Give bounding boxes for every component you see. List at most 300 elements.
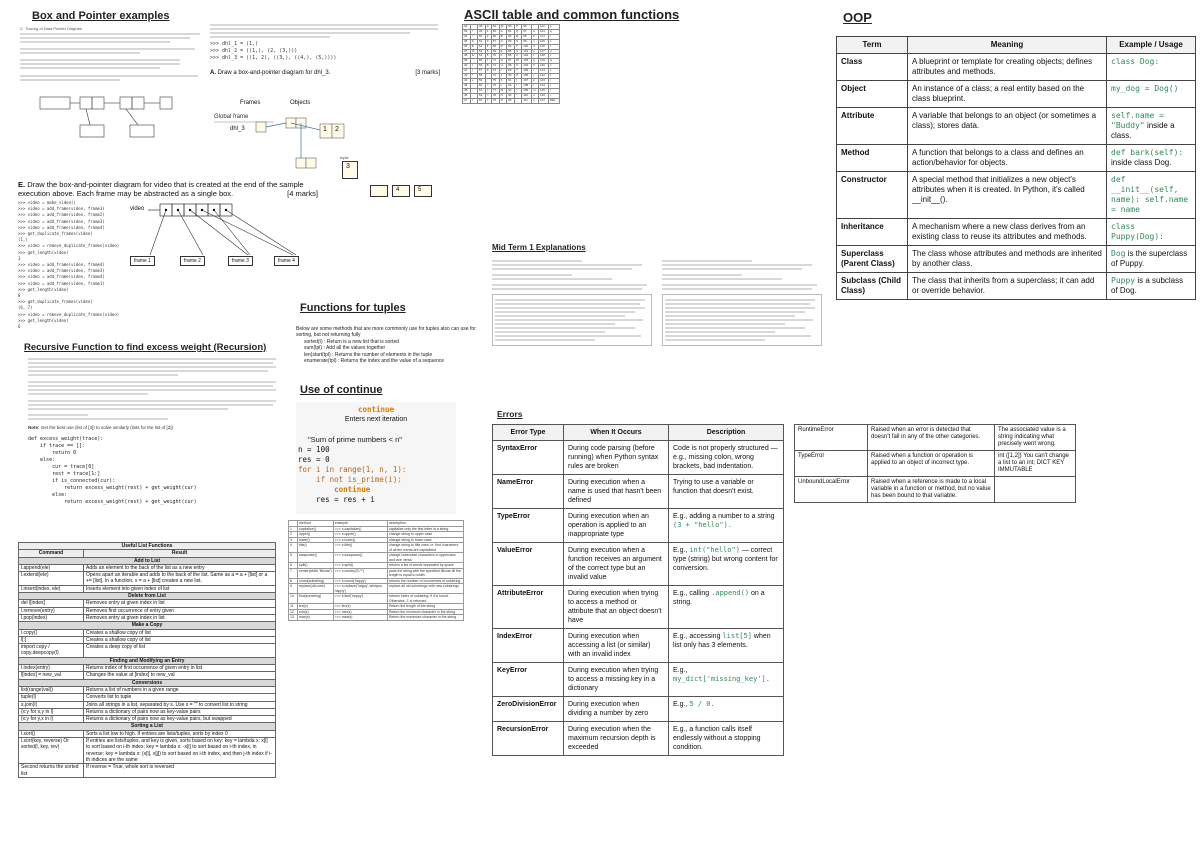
- error-name: SyntaxError: [493, 441, 564, 475]
- ascii-cell: 69: [491, 49, 499, 54]
- code-line: res = res + i: [298, 495, 375, 504]
- ascii-cell: 58: [477, 74, 485, 79]
- oop-example-code: self.name = "Buddy": [1111, 111, 1164, 130]
- ascii-cell: 57: [477, 69, 485, 74]
- code-line: >>> video = add_frame(video, frame3): [18, 218, 105, 224]
- error-row: [493, 509, 784, 543]
- dhl-question: [210, 22, 440, 76]
- string-method-cell: change string to lower case: [387, 537, 463, 543]
- list-result: Converts list to tuple: [84, 694, 276, 701]
- code-line: >>> video = add_frame(video, frame1): [18, 206, 105, 212]
- ascii-cell: 90: [507, 74, 515, 79]
- ascii-cell: 7: [485, 59, 491, 64]
- string-method-cell: returns index of substring, if it is found. Otherwise -1 is returned: [387, 594, 463, 604]
- ascii-cell: ': [470, 59, 477, 64]
- tuple-item: len(start(tpl) : Returns the number of elements in the tuple: [304, 351, 433, 358]
- ascii-cell: <: [485, 83, 491, 88]
- tuple-box-4: 4: [392, 185, 410, 197]
- ascii-cell: /: [470, 98, 477, 103]
- ascii-cell: 51: [477, 39, 485, 44]
- list-result: If reverse = True, whole sort is reversed: [84, 764, 276, 778]
- error-desc-after: — correct type (string) but wrong content for conversion.: [673, 547, 778, 572]
- string-method-cell: change string to title case i.e. first characters of all the words are capitalized: [387, 543, 463, 553]
- string-method-cell: change string to upper case: [387, 532, 463, 538]
- ascii-cell: x: [548, 64, 559, 69]
- string-method-cell: upper(): [298, 532, 334, 538]
- ascii-cell: h: [532, 64, 539, 69]
- ascii-cell: G: [499, 59, 507, 64]
- ascii-cell: 50: [477, 34, 485, 39]
- error-extra-name: UnboundLocalError: [795, 477, 868, 503]
- oop-row: [837, 219, 1196, 246]
- list-row: [19, 672, 276, 679]
- list-row: [19, 585, 276, 592]
- list-command: l.insert(index, ele): [19, 585, 84, 592]
- list-row: [19, 572, 276, 586]
- string-method-cell: swapcase(): [298, 553, 334, 563]
- ascii-cell: l: [532, 83, 539, 88]
- code-line: >>> video = add_frame(video, frame3): [18, 268, 105, 274]
- ascii-cell: 125: [538, 88, 548, 93]
- oop-example: [1107, 219, 1196, 246]
- q-e-marks: [4 marks]: [287, 189, 318, 198]
- ascii-cell: U: [514, 49, 521, 54]
- error-desc: [669, 475, 784, 509]
- ascii-cell: B: [499, 34, 507, 39]
- ascii-cell: 112: [538, 25, 548, 30]
- ascii-cell: $: [470, 44, 477, 49]
- ascii-cell: 8: [485, 64, 491, 69]
- ascii-row: [463, 98, 560, 103]
- list-result: Opens apart an iterable and adds to the back of the list. Same as a = a + [list] or a += [list]. In a function, x = a + [list] creates a new list.: [84, 572, 276, 586]
- code-line: return 0: [28, 450, 77, 456]
- ascii-cell: 81: [507, 29, 515, 34]
- list-result: If entries are lists/tuples, and key is given, sorts based on key: key = lambda x: x[i] to sort based on i-th index; key = lambda x: -x[i] to sort based on i-th index, in reverse; key = lambda x: (x[i], x[j]) to sort based on i-th index, and then j-th index if i-th indices are the same: [84, 738, 276, 764]
- objects-label: Objects: [290, 100, 311, 106]
- errors-extra-wrap: [794, 424, 1076, 503]
- ascii-cell: 89: [507, 69, 515, 74]
- code-line: n = 100: [298, 445, 330, 454]
- string-method-cell: >>> s.capitalize(): [333, 526, 387, 532]
- string-method-cell: replace(old,new): [298, 584, 334, 594]
- recursive-code: [28, 436, 278, 506]
- error-when: During execution when accessing a list (or similar) with an invalid index: [564, 629, 669, 663]
- code-line: >>> video = add_frame(video, frame2): [18, 212, 105, 218]
- error-when: During execution when trying to access a method or attribute that an object doesn't have: [564, 586, 669, 629]
- ascii-cell: 91: [507, 78, 515, 83]
- ascii-cell: 75: [491, 78, 499, 83]
- string-method-cell: returns the number of occurences of substring: [387, 578, 463, 584]
- q-a-marks: [3 marks]: [415, 70, 440, 76]
- ascii-cell: 34: [463, 34, 471, 39]
- ascii-cell: ): [470, 69, 477, 74]
- oop-example: [1107, 108, 1196, 145]
- oop-example-code: class Puppy(Dog):: [1111, 222, 1164, 241]
- string-method-cell: >>> s.count('happy'): [333, 578, 387, 584]
- list-command: tuple(l): [19, 694, 84, 701]
- ascii-cell: b: [532, 34, 539, 39]
- error-desc-code: 5 / 0.: [689, 700, 715, 708]
- error-desc-after: on a string.: [673, 590, 765, 606]
- ascii-cell: 3: [485, 39, 491, 44]
- error-name: NameError: [493, 475, 564, 509]
- list-command: l.index(entry): [19, 665, 84, 672]
- ascii-cell: D: [499, 44, 507, 49]
- list-row: [19, 694, 276, 701]
- ascii-cell: 111: [522, 98, 532, 103]
- ascii-cell: X: [514, 64, 521, 69]
- string-method-cell: >>> s.replace('happy','wishyou happy'): [333, 584, 387, 594]
- ascii-cell: _: [514, 98, 521, 103]
- list-row: [19, 607, 276, 614]
- section-title-recursive: Recursive Function to find excess weight (Recursion): [24, 342, 267, 353]
- ascii-cell: 119: [538, 59, 548, 64]
- tuple-item: sum(tpl) : Add all the values together: [304, 345, 386, 352]
- list-result: Returns a dictionary of pairs now as key-value pairs: [84, 708, 276, 715]
- ascii-cell: z: [548, 74, 559, 79]
- ascii-cell: &: [470, 54, 477, 59]
- code-line: >>> get_length(video): [18, 286, 69, 292]
- ascii-cell: f: [532, 54, 539, 59]
- oop-example-code: def __init__(self, name): self.name = name: [1111, 175, 1189, 214]
- ascii-cell: s: [548, 39, 559, 44]
- error-desc-text: E.g., accessing: [673, 633, 723, 640]
- ascii-cell: 86: [507, 54, 515, 59]
- list-section-title: Make a Copy: [19, 622, 276, 629]
- list-section-row: [19, 593, 276, 600]
- code-line: else:: [28, 492, 68, 498]
- list-command: l.remove(entry): [19, 607, 84, 614]
- ascii-cell: k: [532, 78, 539, 83]
- oop-term: Subclass (Child Class): [837, 273, 908, 300]
- section-title-use-continue: Use of continue: [300, 384, 383, 396]
- string-method-cell: find(substring): [298, 594, 334, 604]
- ascii-cell: 102: [522, 54, 532, 59]
- string-method-cell: Return the maximum character in the string: [387, 615, 463, 621]
- ascii-cell: 78: [491, 93, 499, 98]
- ascii-cell: #: [470, 39, 477, 44]
- error-desc-text: E.g., calling: [673, 590, 712, 597]
- ascii-cell: m: [532, 88, 539, 93]
- string-method-cell: title(): [298, 543, 334, 553]
- error-when: During execution when a name is used that hasn't been defined: [564, 475, 669, 509]
- list-command: s.join(l): [19, 701, 84, 708]
- error-desc-after: when list only has 3 elements.: [673, 633, 771, 649]
- code-line: else:: [28, 457, 56, 463]
- ascii-cell: ;: [485, 78, 491, 83]
- ascii-cell: u: [548, 49, 559, 54]
- ascii-cell: 74: [491, 74, 499, 79]
- ascii-cell: 54: [477, 54, 485, 59]
- string-method-cell: split(): [298, 563, 334, 569]
- code-line: (6, 7): [18, 305, 33, 311]
- list-command: l.sort(key, reverse) Or sorted(l, key, rev): [19, 738, 84, 764]
- list-section-row: [19, 622, 276, 629]
- oop-term: Object: [837, 81, 908, 108]
- code-line: return excess_weight(rest) + get_weight(cur): [28, 499, 197, 505]
- ascii-cell: 94: [507, 93, 515, 98]
- ascii-cell: j: [532, 74, 539, 79]
- string-method-cell: >>> s.title(): [333, 543, 387, 553]
- ascii-cell: 5: [485, 49, 491, 54]
- ascii-cell: g: [532, 59, 539, 64]
- error-when: During execution when dividing a number by zero: [564, 697, 669, 722]
- error-desc-code: (3 + "hello").: [673, 521, 733, 529]
- ascii-cell: 63: [477, 98, 485, 103]
- error-desc: [669, 441, 784, 475]
- list-command: l.sort(): [19, 730, 84, 737]
- ascii-cell: 100: [522, 44, 532, 49]
- ascii-cell: K: [499, 78, 507, 83]
- list-row: [19, 644, 276, 658]
- error-desc: [669, 663, 784, 697]
- code-line: >>> video = remove_duplicate_frames(video): [18, 243, 120, 249]
- ascii-cell: 59: [477, 78, 485, 83]
- ascii-cell: e: [532, 49, 539, 54]
- list-section-title: Conversions: [19, 679, 276, 686]
- ascii-cell: ]: [514, 88, 521, 93]
- dhl-code-line: >>> dhl_2 = ((1,), (2, (3,))): [210, 48, 298, 54]
- error-desc-code: .append(): [711, 589, 750, 597]
- list-result: Removes entry at given index in list: [84, 600, 276, 607]
- frame-box-1: frame 1: [130, 256, 155, 266]
- ascii-cell: T: [514, 44, 521, 49]
- ascii-table-wrap: [462, 24, 560, 104]
- string-method-cell: >>> len(s): [333, 604, 387, 610]
- list-section-row: [19, 723, 276, 730]
- oop-example-code: Puppy: [1111, 276, 1136, 285]
- code-line: >>> video = make_video(): [18, 200, 76, 205]
- string-method-row: [289, 615, 464, 621]
- error-row: [493, 475, 784, 509]
- ascii-cell: d: [532, 44, 539, 49]
- oop-example: [1107, 172, 1196, 219]
- list-row: [19, 764, 276, 778]
- error-extra-name: RuntimeError: [795, 425, 868, 451]
- ascii-cell: 103: [522, 59, 532, 64]
- ascii-cell: 6: [485, 54, 491, 59]
- ascii-cell: -: [470, 88, 477, 93]
- oop-meaning: A mechanism where a new class derives from an existing class to reuse its attributes and methods.: [908, 219, 1107, 246]
- string-method-index: 11: [289, 604, 298, 610]
- code-line: if trace == []:: [28, 443, 86, 449]
- list-section-row: [19, 657, 276, 664]
- ascii-cell: 67: [491, 39, 499, 44]
- ascii-cell: P: [514, 25, 521, 30]
- ascii-cell: 109: [522, 88, 532, 93]
- ascii-cell: Z: [514, 74, 521, 79]
- ascii-cell: 110: [522, 93, 532, 98]
- string-method-cell: Return the minimum character in the string: [387, 609, 463, 615]
- ascii-cell: C: [499, 39, 507, 44]
- error-extra-row: [795, 425, 1076, 451]
- string-method-row: [289, 568, 464, 578]
- string-method-row: [289, 594, 464, 604]
- error-row: [493, 441, 784, 475]
- ascii-cell: 98: [522, 34, 532, 39]
- oop-example-rest: inside a class.: [1111, 121, 1175, 140]
- continue-box: [296, 402, 456, 514]
- list-section-title: Add to List: [19, 557, 276, 564]
- string-method-index: 12: [289, 609, 298, 615]
- list-result: Inserts element into given index of list: [84, 585, 276, 592]
- ascii-cell: DEL: [548, 98, 559, 103]
- ascii-cell: 77: [491, 88, 499, 93]
- ascii-cell: 126: [538, 93, 548, 98]
- string-method-cell: Return the length of the string: [387, 604, 463, 610]
- string-method-cell: change lowercase characters to uppercase and vice versa: [387, 553, 463, 563]
- ascii-cell: V: [514, 54, 521, 59]
- list-command: {x:y for y,x in l}: [19, 716, 84, 723]
- list-functions: [18, 542, 276, 778]
- code-line: res = 0: [298, 455, 330, 464]
- code-line: >>> get_length(video): [18, 317, 69, 323]
- ascii-cell: \: [514, 83, 521, 88]
- ascii-cell: >: [485, 93, 491, 98]
- code-line: >>> video = remove_duplicate_frames(video): [18, 311, 120, 317]
- oop-table: [836, 36, 1196, 300]
- errors-table-wrap: [492, 424, 784, 756]
- list-command: l[:]: [19, 636, 84, 643]
- frame-box-2: frame 2: [180, 256, 205, 266]
- ascii-cell: Q: [514, 29, 521, 34]
- list-result: Changes the value at [index] to new_val: [84, 672, 276, 679]
- list-col-command: Command: [19, 550, 84, 557]
- ascii-cell: v: [548, 54, 559, 59]
- oop-meaning: A variable that belongs to an object (or sometimes a class); stores data.: [908, 108, 1107, 145]
- ascii-cell: 44: [463, 83, 471, 88]
- str-col-description: description: [387, 521, 463, 527]
- continue-caption: Enters next iteration: [344, 416, 408, 423]
- ascii-cell: 53: [477, 49, 485, 54]
- error-name: AttributeError: [493, 586, 564, 629]
- oop-example: [1107, 145, 1196, 172]
- ascii-cell: 39: [463, 59, 471, 64]
- ascii-cell: ~: [548, 93, 559, 98]
- error-row: [493, 663, 784, 697]
- code-line: >>> video = add_frame(video, frame4): [18, 274, 105, 280]
- ascii-cell: 72: [491, 64, 499, 69]
- ascii-cell: 92: [507, 83, 515, 88]
- list-section-title: Finding and Modifying an Entry: [19, 657, 276, 664]
- list-section-title: Sorting a List: [19, 723, 276, 730]
- list-result: Creates a shallow copy of list: [84, 636, 276, 643]
- string-method-cell: capitalise only the first letter in a string: [387, 526, 463, 532]
- list-result: Removes entry at given index in list: [84, 614, 276, 621]
- ascii-cell: 97: [522, 29, 532, 34]
- global-frame-label: Global frame: [214, 114, 249, 120]
- q-a-label: A.: [210, 70, 216, 76]
- ascii-cell: 48: [477, 25, 485, 30]
- tuple-box-3: 3: [342, 161, 358, 179]
- ascii-cell: 83: [507, 39, 515, 44]
- ascii-cell: 42: [463, 74, 471, 79]
- pointer-diagram-small: [20, 87, 206, 147]
- frames-label: Frames: [240, 100, 261, 106]
- tuple-box-5: 5: [414, 185, 432, 197]
- error-name: TypeError: [493, 509, 564, 543]
- ascii-cell: 32: [463, 25, 471, 30]
- ascii-cell: R: [514, 34, 521, 39]
- string-method-index: 9: [289, 584, 298, 594]
- tuple-functions-box: [296, 326, 492, 364]
- errors-table: [492, 424, 784, 756]
- ascii-cell: A: [499, 29, 507, 34]
- error-desc: [669, 697, 784, 722]
- tuple-intro: Below are some methods that are more commonly use for tuples also can use for sorting, but not returning fully: [296, 326, 476, 339]
- ascii-cell: ": [470, 34, 477, 39]
- list-row: [19, 564, 276, 571]
- ascii-cell: 80: [507, 25, 515, 30]
- oop-meaning: A function that belongs to a class and defines an action/behavior for objects.: [908, 145, 1107, 172]
- ascii-cell: 93: [507, 88, 515, 93]
- error-extra-desc: [995, 477, 1076, 503]
- dhl-code-line: >>> dhl_3 = ((1, 2), ((3,), ((4,), (5,)))): [210, 55, 337, 61]
- error-desc-code: int("hello"): [689, 546, 740, 554]
- ascii-cell: 106: [522, 74, 532, 79]
- oop-example-rest: inside class Dog.: [1111, 158, 1172, 167]
- string-method-cell: returns a list of words separated by space: [387, 563, 463, 569]
- ascii-cell: L: [499, 83, 507, 88]
- section-title-ascii: ASCII table and common functions: [464, 7, 680, 22]
- midterm-scan: [492, 258, 822, 408]
- error-extra-when: Raised when an error is detected that doesn't fall in any of the other categories.: [868, 425, 995, 451]
- tuple-item: sorted(t) : Return is a new list that is sorted: [304, 338, 400, 345]
- ascii-cell: 107: [522, 78, 532, 83]
- error-when: During code parsing (before running) when Python syntax rules are broken: [564, 441, 669, 475]
- oop-example: [1107, 273, 1196, 300]
- ascii-cell: S: [514, 39, 521, 44]
- section-title-midterm: Mid Term 1 Explanations: [492, 243, 586, 252]
- ascii-cell: ^: [514, 93, 521, 98]
- ascii-cell: 62: [477, 93, 485, 98]
- error-when: During execution when an operation is applied to an inappropriate type: [564, 509, 669, 543]
- ascii-cell: O: [499, 98, 507, 103]
- string-method-index: 4: [289, 543, 298, 553]
- string-method-cell: >>> s.lower(): [333, 537, 387, 543]
- ascii-cell: 82: [507, 34, 515, 39]
- error-extra-row: [795, 477, 1076, 503]
- error-extra-row: [795, 451, 1076, 477]
- error-name: ZeroDivisionError: [493, 697, 564, 722]
- error-extra-when: Raised when a function or operation is applied to an object of incorrect type.: [868, 451, 995, 477]
- list-row: [19, 629, 276, 636]
- section-title-oop: OOP: [843, 10, 872, 25]
- error-extra-desc: The associated value is a string indicating what precisely went wrong.: [995, 425, 1076, 451]
- string-method-cell: min(s): [298, 609, 334, 615]
- ascii-cell: =: [485, 88, 491, 93]
- error-extra-name: TypeError: [795, 451, 868, 477]
- list-result: Sorts a list low to high. If entries are lists/tuples, sorts by index 0: [84, 730, 276, 737]
- list-row: [19, 738, 276, 764]
- section-title-functions-tuples: Functions for tuples: [300, 302, 406, 314]
- ascii-cell: 88: [507, 64, 515, 69]
- note-label: Note:: [28, 425, 40, 430]
- list-result: Returns index of first occurrence of given entry in list: [84, 665, 276, 672]
- ascii-cell: 114: [538, 34, 548, 39]
- video-label: video: [130, 206, 145, 212]
- code-line: 6: [18, 324, 21, 330]
- code-line: rest = trace[1:]: [28, 471, 101, 477]
- ascii-cell: Y: [514, 69, 521, 74]
- list-section-row: [19, 557, 276, 564]
- string-method-index: 7: [289, 568, 298, 578]
- code-line: for i in range(1, n, 1):: [298, 465, 407, 474]
- list-row: [19, 708, 276, 715]
- code-line: >>> video = add_frame(video, frame4): [18, 262, 105, 268]
- string-method-cell: count(substring): [298, 578, 334, 584]
- code-line: >>> video = add_frame(video, frame4): [18, 224, 105, 230]
